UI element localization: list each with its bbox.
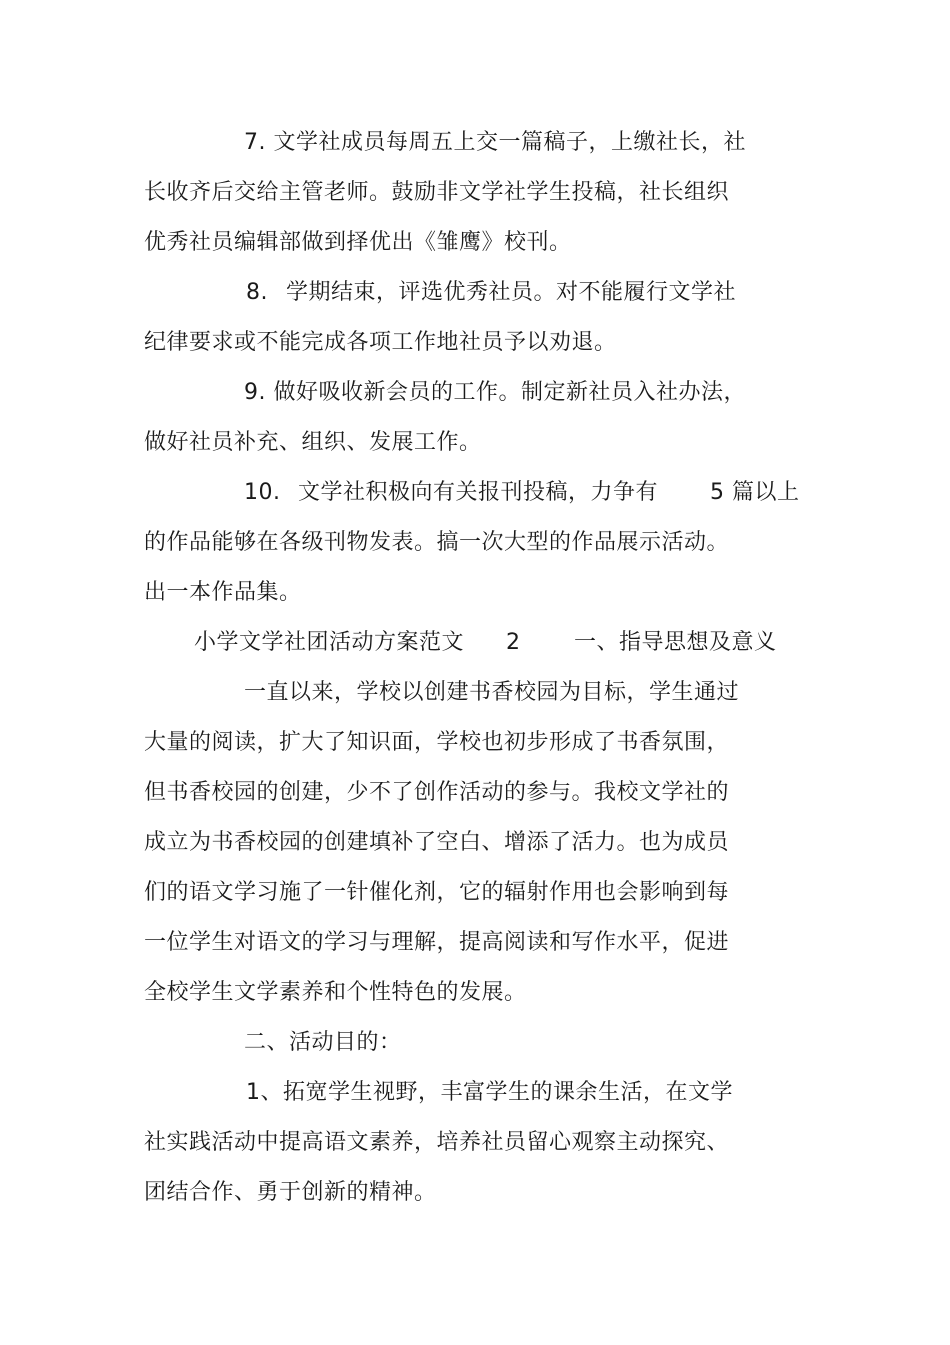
- section-heading: 二、活动目的：: [244, 1030, 402, 1055]
- section-number: 2: [506, 630, 521, 655]
- text-line: 大量的阅读，扩大了知识面，学校也初步形成了书香氛围，: [144, 730, 730, 755]
- text-line: 学期结束，评选优秀社员。对不能履行文学社: [286, 280, 737, 305]
- text-line: 出一本作品集。: [144, 580, 302, 605]
- text-line: 9. 做好吸收新会员的工作。制定新社员入社办法，: [244, 380, 746, 405]
- text-line: 但书香校园的创建，少不了创作活动的参与。我校文学社的: [144, 780, 730, 805]
- text-line: 文学社积极向有关报刊投稿，力争有: [298, 480, 659, 505]
- text-line: 一位学生对语文的学习与理解，提高阅读和写作水平，促进: [144, 930, 730, 955]
- list-number: 10.: [244, 480, 281, 505]
- text-line: 们的语文学习施了一针催化剂，它的辐射作用也会影响到每: [144, 880, 730, 905]
- text-line: 全校学生文学素养和个性特色的发展。: [144, 980, 527, 1005]
- text-line: 一直以来，学校以创建书香校园为目标，学生通过: [244, 680, 740, 705]
- text-line: 社实践活动中提高语文素养，培养社员留心观察主动探究、: [144, 1130, 730, 1155]
- text-line: 的作品能够在各级刊物发表。搞一次大型的作品展示活动。: [144, 530, 730, 555]
- text-line: 做好社员补充、组织、发展工作。: [144, 430, 482, 455]
- section-heading: 一、指导思想及意义: [574, 630, 777, 655]
- text-line: 1、拓宽学生视野，丰富学生的课余生活，在文学: [246, 1080, 733, 1105]
- text-line: 团结合作、勇于创新的精神。: [144, 1180, 437, 1205]
- text-line: 5 篇以上: [710, 480, 800, 505]
- list-number: 8.: [246, 280, 268, 305]
- text-line: 优秀社员编辑部做到择优出《雏鹰》校刊。: [144, 230, 572, 255]
- text-line: 长收齐后交给主管老师。鼓励非文学社学生投稿，社长组织: [144, 180, 730, 205]
- text-line: 纪律要求或不能完成各项工作地社员予以劝退。: [144, 330, 617, 355]
- text-line: 7. 文学社成员每周五上交一篇稿子，上缴社长，社: [244, 130, 746, 155]
- text-line: 成立为书香校园的创建填补了空白、增添了活力。也为成员: [144, 830, 730, 855]
- section-title: 小学文学社团活动方案范文: [194, 630, 465, 655]
